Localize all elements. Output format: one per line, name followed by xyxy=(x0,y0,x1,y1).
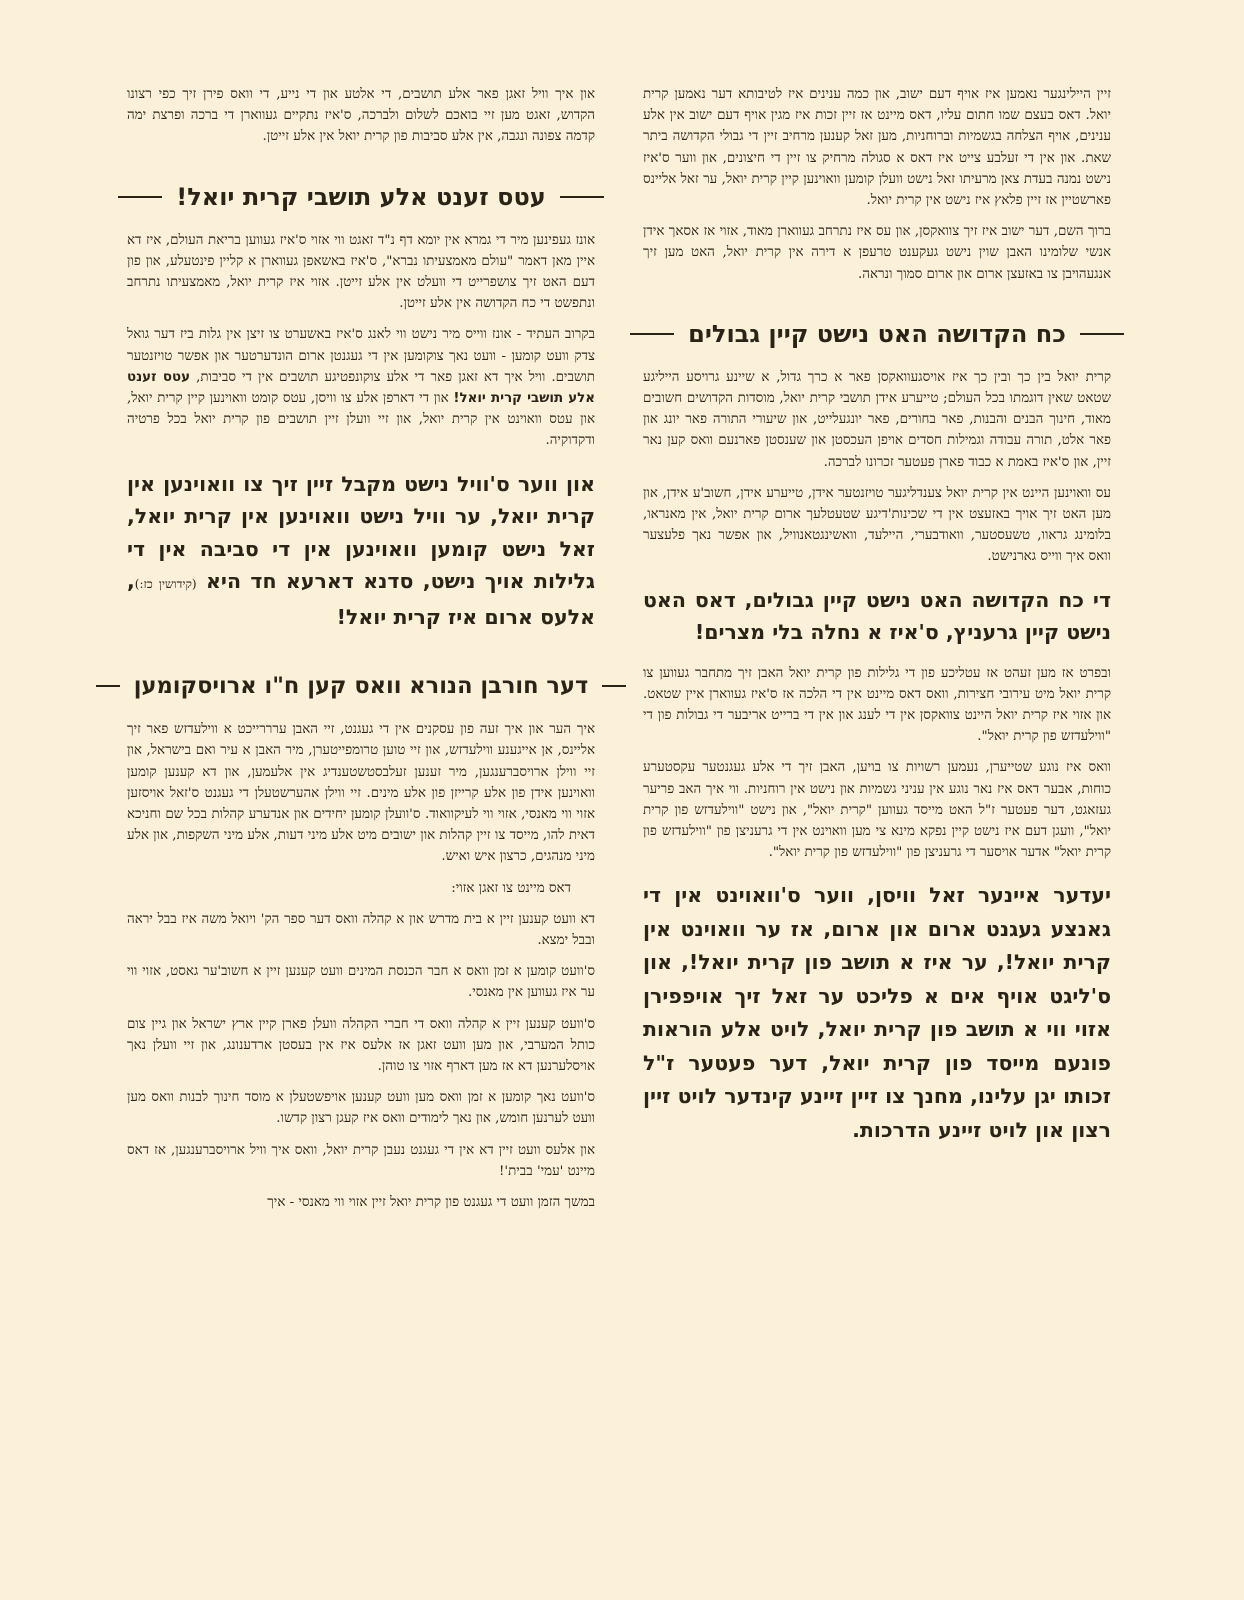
right-column xyxy=(643,84,1111,1161)
emphasized-statement: יעדער איינער זאל וויסן, ווער ס'וואוינט אין די גאנצע געגנט ארום און ארום, אז ער וואוינט אין קרית יואל!, ער איז א תושב פון קרית יואל!, און ס'ליגט אויף אים א פליכט ער זאל זיך אויפפירן אזוי ווי א תושב פון קרית יואל, לויט אלע הוראות פונעם מייסד פון קרית יואל, דער פעטער ז"ל זכותו יגן עלינו, מחנך צו זיין זיינע קינדער לויט זיין רצון און לויט זיינע הדרכות. xyxy=(643,883,1111,1142)
heading-rule xyxy=(602,685,626,687)
section-heading xyxy=(127,671,595,701)
paragraph: און איך וויל זאגן פאר אלע תושבים, די אלטע און די נייע, די וואס פירן זיך כפי רצונו הקדוש, זאגט מען זיי בואכם לשלום ולברכה, ס'איז נתקיים געווארן די ברכה ופרצת ימה קדמה צפונה ונגבה, אין אלע סביבות פון קרית יואל אין אלע זייטן. xyxy=(127,87,595,145)
paragraph: דאס מיינט צו זאגן אזוי: xyxy=(451,880,571,896)
paragraph: ס'וועט נאך קומען א זמן וואס מען וועט קענען אויפשטעלן א מוסד חינוך לבנות וואס מען וועט לערנען חומש, און נאך לימודים וואס איז קעגן רצון קדשו. xyxy=(127,1090,595,1127)
bold-phrase: עטס זענט אלע תושבי קרית יואל! xyxy=(127,369,595,407)
heading-rule xyxy=(96,685,120,687)
section-heading-text: כח הקדושה האט נישט קיין גבולים xyxy=(688,319,1066,348)
paragraph xyxy=(127,324,595,451)
section-heading-text: עטס זענט אלע תושבי קרית יואל! xyxy=(176,182,546,211)
paragraph: וואס איז נוגע שטייערן, נעמען רשויות צו בויען, האבן זיך די אלע געגנטער עקסטערע כוחות, אבער דאס איז נאר נוגע אין עניני גשמיות און נישט אין רוחניות. ווי איך האב פריער געזאגט, דער פעטער ז"ל האט מייסד געווען "קרית יואל", און נישט "ווילעדזש פון קרית יואל", וועגן דעם איז נישט קיין נפקא מינא צי מען וואוינט אין די גרעניצן פון "ווילעדזש פון קרית יואל" אדער אויסער די גרעניצן פון "ווילעדזש פון קרית יואל". xyxy=(643,760,1111,861)
paragraph: במשך הזמן וועט די געגנט פון קרית יואל זיין אזוי ווי מאנסי - איך xyxy=(267,1195,595,1210)
left-column xyxy=(127,84,595,1223)
emphasized-statement xyxy=(127,468,595,634)
paragraph: און אלעס וועט זיין דא אין די געגנט נעבן קרית יואל, וואס איך וויל ארויסברענגען, אז דאס מיינט 'עמי' בבית'! xyxy=(127,1142,595,1179)
heading-rule xyxy=(118,196,162,198)
emphasized-statement: די כח הקדושה האט נישט קיין גבולים, דאס האט נישט קיין גרעניץ, ס'איז א נחלה בלי מצרים! xyxy=(643,587,1111,645)
paragraph: דא וועט קענען זיין א בית מדרש און א קהלה וואס דער ספר הק' ויואל משה איז בבל יראה ובבל ימצא. xyxy=(127,911,595,948)
paragraph: ס'וועט קומען א זמן וואס א חבר הכנסת המינים וועט קענען זיין א חשוב'ער גאסט, אזוי ווי ער איז געווען אין מאנסי. xyxy=(127,964,595,1001)
paragraph: ס'וועט קענען זיין א קהלה וואס די חברי הקהלה וועלן פארן קיין ארץ ישראל און גיין צום כותל המערבי, און מען וועט זאגן אז אלעס איז אין בעסטן ארדענונג, און זיי וועלן נאך אויסלערנען דא אז מען דארף אזוי צו טוהן. xyxy=(127,1016,595,1074)
paragraph-text: בקרוב העתיד - אונז ווייס מיר נישט ווי לאנג ס'איז באשערט צו זיצן אין גלות ביז דער גואל צדק וועט קומען - וועט נאך צוקומען אין די געגנטן ארום הונדערטער און אפשר טויזנטער תושבים. וויל איך דא זאגן פאר די אלע צוקונפטיגע תושבים אין די סביבות, xyxy=(127,327,595,385)
paragraph: ובפרט אז מען זעהט אז עטליכע פון די גלילות פון קרית יואל האבן זיך מתחבר געווען צו קרית יואל מיט עירובי חצירות, וואס דאס מיינט אין די הלכה אז ס'איז געווארן איין שטאט. און אזוי איז קרית יואל היינט צוואקסן אין די לענג און אין די ברייט אריבער די גבולות פון די "ווילעדזש פון קרית יואל". xyxy=(643,665,1111,745)
source-citation: (קידושין כז:) xyxy=(134,577,197,592)
paragraph: זיין היילינגער נאמען איז אויף דעם ישוב, און כמה ענינים איז לטיבותא דער נאמען קרית יואל. דאס בעצם שמו חתום עליו, דאס מיינט אז זיין זכות איז מגין אויף דעם ישוב אין אלע ענינים, אויף הצלחה בגשמיות וברוחניות, מען זאל קענען מרחיב זיין די גבולי הקדושה ביתר שאת. און אין די זעלבע צייט איז דאס א סגולה מרחיק צו זיין די חיצונים, און ווער ס'איז נישט נמנה בעדת צאן מרעיתו זאל נישט וועלן קומען וואוינען קיין קרית יואל, ער זאל אליינס פארשטיין אז זיין פלאץ איז נישט אין קרית יואל. xyxy=(643,87,1111,209)
paragraph: איך הער און איך זעה פון עסקנים אין די געגנט, זיי האבן ערררייכט א ווילעדזש פאר זיך אליינס, אן אייגענע ווילעדזש, און זיי טוען טרומפייטערן, מיר האבן א עיר ואם בישראל, און זיי ווילן ארויסברענגען, מיר זענען זעלבסטשטענדיג אין אלעמען, און דא קענען קומען וואוינען אידן פון אלע קרייזן פון אלע מינים. זיי ווילן אהערשטעלן די געגנט ס'זאל אויסזען אזוי ווי מאנסי, אזוי ווי לעיקוואוד. ס'וועלן קומען יחידים און אנדערע קהלות בכל שם וחניכא דאית להו, מייסד צו זיין קהלות און ישובים מיט אלע מיני דעות, אלע מיני השקפות, און אלע מיני מנהגים, כרצון איש ואיש. xyxy=(127,722,595,865)
heading-rule xyxy=(1080,333,1124,335)
paragraph: אונז געפינען מיר די גמרא אין יומא דף נ"ד זאגט ווי אזוי ס'איז געווען בריאת העולם, איז דא איין מאן דאמר "עולם מאמצעיתו נברא", ס'איז באשאפן געווארן א קליין פינטעלע, און פון דעם האט זיך צושפרייט די וועלט אין אלע זייטן. אזוי איז קרית יואל, מאמצעיתו נתרחב ונתפשט די כח הקדושה אין אלע זייטן. xyxy=(127,232,595,312)
section-heading xyxy=(643,319,1111,349)
section-heading xyxy=(127,182,595,212)
paragraph-text: און די דארפן אלע צו וויסן, עטס קומט וואוינען קיין קרית יואל, און עטס וואוינט אין קרית יואל, און זיי וועלן זיין תושבים פון קרית יואל בכל פרטיה ודקדוקיה. xyxy=(127,391,595,449)
heading-rule xyxy=(630,333,674,335)
section-heading-text: דער חורבן הנורא וואס קען ח"ו ארויסקומען xyxy=(133,673,589,700)
paragraph: קרית יואל בין כך ובין כך איז אויסגעוואקסן פאר א כרך גדול, א שיינע גרויסע הייליגע שטאט שאין דוגמתו בכל העולם; טייערע אידן תושבי קרית יואל, מוסדות הקדושים חשובים מאוד, חינוך הבנים והבנות, פאר בחורים, פאר יונגעלייט, און שיעורי התורה פאר יונג און פאר אלט, תורה עבודה וגמילות חסדים אויפן העכסטן און שענסטן פארנעם וואס קען נאר זיין, און ס'איז באמת א כבוד פארן פעטער זכרונו לברכה. xyxy=(643,369,1111,470)
emphasized-text: און ווער ס'וויל נישט מקבל זיין זיך צו וואוינען אין קרית יואל, ער וויל נישט וואוינען אין קרית יואל, זאל נישט קומען וואוינען אין די סביבה אין די גלילות אויך נישט, סדנא דארעא חד היא xyxy=(127,471,596,594)
emphasized-text: , אלעס ארום איז קרית יואל! xyxy=(127,569,595,629)
paragraph: ברוך השם, דער ישוב איז זיך צוואקסן, און עס איז נתרחב געווארן מאוד, אזוי אז אסאך אידן אנשי שלומינו האבן שוין נישט געקענט טרעפן א דירה אין קרית יואל, האט מען זיך אנגעהויבן צו באזעצן ארום און ארום סמוך ונראה. xyxy=(643,224,1111,282)
paragraph: עס וואוינען היינט אין קרית יואל צענדליגער טויזנטער אידן, טייערע אידן, חשוב'ע אידן, און מען האט זיך אויך באזעצט אין די שכינות'דיגע שטעטלעך ארום קרית יואל, אין מאנראו, בלומינג גראוו, טשעסטער, וואודבערי, היילעד, וואשינגטאנוויל, און אפשר נאך פלעצער וואס איך ווייס גארנישט. xyxy=(643,485,1111,565)
heading-rule xyxy=(560,196,604,198)
